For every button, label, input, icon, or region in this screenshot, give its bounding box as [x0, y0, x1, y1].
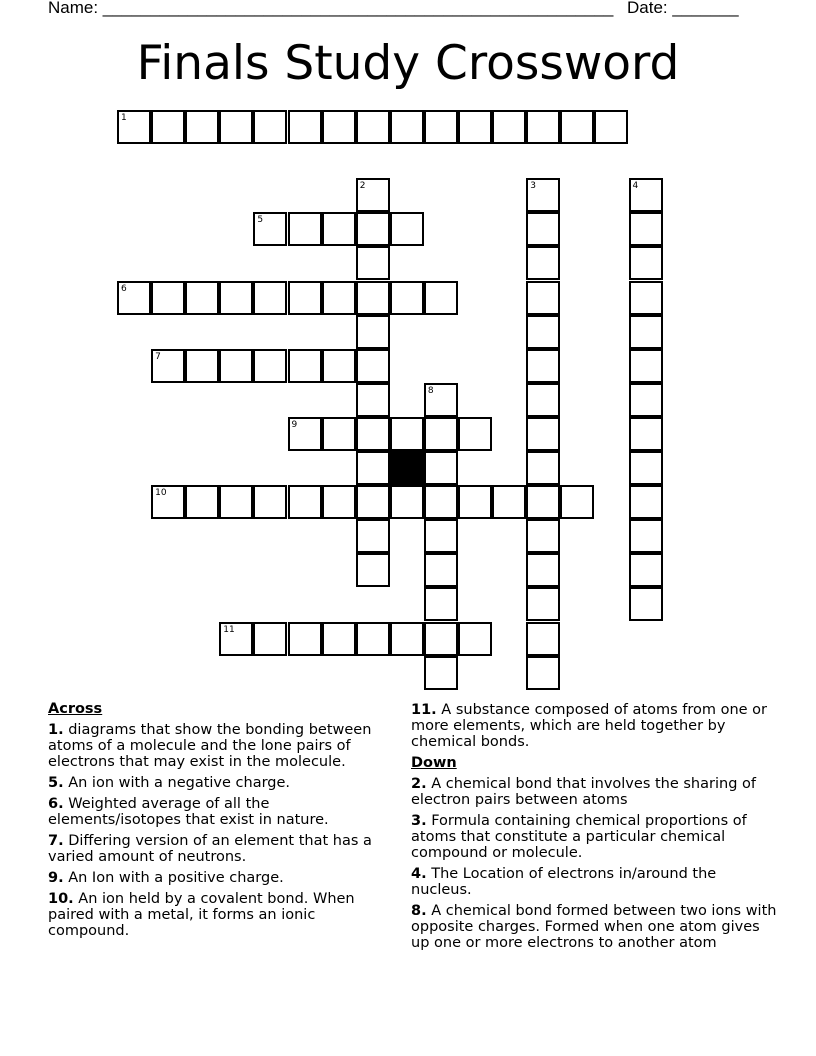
crossword-cell[interactable]: [629, 587, 663, 621]
clue-number: 3.: [411, 813, 427, 829]
crossword-cell[interactable]: [219, 281, 253, 315]
crossword-cell[interactable]: [356, 315, 390, 349]
crossword-cell[interactable]: [151, 281, 185, 315]
crossword-cell[interactable]: [629, 519, 663, 553]
clue-down-4: [411, 866, 781, 898]
crossword-cell[interactable]: [526, 110, 560, 144]
crossword-cell[interactable]: [151, 349, 185, 383]
crossword-cell[interactable]: [629, 417, 663, 451]
crossword-cell[interactable]: [424, 110, 458, 144]
crossword-cell[interactable]: [526, 622, 560, 656]
crossword-cell[interactable]: [390, 212, 424, 246]
crossword-cell[interactable]: [185, 349, 219, 383]
clue-across-10: [48, 891, 393, 939]
crossword-cell[interactable]: [322, 417, 356, 451]
crossword-cell[interactable]: [390, 281, 424, 315]
crossword-cell[interactable]: [253, 622, 287, 656]
crossword-cell[interactable]: [322, 622, 356, 656]
clue-number: 2.: [411, 776, 427, 792]
crossword-cell[interactable]: [424, 553, 458, 587]
crossword-cell[interactable]: [526, 212, 560, 246]
clue-text: The Location of electrons in/around the nucleus.: [411, 866, 717, 898]
clues-right-column: [411, 700, 781, 956]
crossword-cell[interactable]: [458, 622, 492, 656]
crossword-block: [390, 451, 424, 485]
crossword-cell[interactable]: [322, 485, 356, 519]
crossword-cell[interactable]: [356, 383, 390, 417]
page-title: Finals Study Crossword: [136, 36, 680, 91]
clue-text: Weighted average of all the elements/isotopes that exist in nature.: [48, 796, 329, 828]
across-heading: Across: [48, 701, 103, 717]
clue-number: 4.: [411, 866, 427, 882]
crossword-cell[interactable]: [322, 349, 356, 383]
crossword-cell[interactable]: [424, 485, 458, 519]
crossword-cell[interactable]: [526, 281, 560, 315]
clue-number-label: 1: [121, 113, 127, 123]
crossword-cell[interactable]: [356, 110, 390, 144]
crossword-cell[interactable]: [526, 656, 560, 690]
crossword-cell[interactable]: [629, 485, 663, 519]
crossword-cell[interactable]: [151, 485, 185, 519]
crossword-cell[interactable]: [629, 383, 663, 417]
clue-text: A chemical bond formed between two ions with opposite charges. Formed when one atom gives up one or more electrons to another atom: [411, 903, 777, 951]
crossword-cell[interactable]: [629, 315, 663, 349]
clue-number-label: 6: [121, 283, 127, 294]
date-field[interactable]: Date: _______: [627, 0, 739, 17]
crossword-cell[interactable]: [117, 110, 151, 144]
crossword-cell[interactable]: [526, 315, 560, 349]
crossword-cell[interactable]: [492, 485, 526, 519]
crossword-cell[interactable]: [526, 519, 560, 553]
crossword-cell[interactable]: [458, 485, 492, 519]
crossword-cell[interactable]: [629, 349, 663, 383]
clue-number-label: 9: [291, 419, 298, 430]
crossword-cell[interactable]: [356, 246, 390, 280]
clue-text: A substance composed of atoms from one or more elements, which are held together by chemical bonds.: [411, 702, 768, 750]
crossword-cell[interactable]: [322, 110, 356, 144]
down-heading: Down: [411, 755, 457, 771]
clue-number-label: 10: [155, 488, 167, 499]
crossword-cell[interactable]: [629, 281, 663, 315]
crossword-cell[interactable]: [424, 281, 458, 315]
crossword-cell[interactable]: [458, 417, 492, 451]
crossword-cell[interactable]: [560, 110, 594, 144]
crossword-cell[interactable]: [356, 178, 390, 212]
crossword-cell[interactable]: [594, 110, 628, 144]
clue-number: 8.: [411, 903, 427, 919]
clue-text: An ion held by a covalent bond. When paired with a metal, it forms an ionic compound.: [48, 891, 355, 939]
crossword-cell[interactable]: [390, 622, 424, 656]
crossword-cell[interactable]: [424, 587, 458, 621]
crossword-cell[interactable]: [253, 281, 287, 315]
clue-text: Formula containing chemical proportions of atoms that constitute a particular chemical compound or molecule.: [411, 813, 747, 861]
crossword-cell[interactable]: [424, 383, 458, 417]
clue-number: 1.: [48, 722, 64, 738]
crossword-cell[interactable]: [151, 110, 185, 144]
crossword-cell[interactable]: [390, 417, 424, 451]
clue-down-3: [411, 813, 781, 861]
crossword-cell[interactable]: [390, 110, 424, 144]
clue-number: 10.: [48, 891, 74, 907]
crossword-cell[interactable]: [629, 553, 663, 587]
clue-text: Differing version of an element that has a varied amount of neutrons.: [48, 833, 372, 865]
crossword-cell[interactable]: [253, 212, 287, 246]
crossword-cell[interactable]: [356, 349, 390, 383]
clue-text: An Ion with a positive charge.: [68, 870, 284, 886]
crossword-cell[interactable]: [526, 349, 560, 383]
crossword-cell[interactable]: [322, 212, 356, 246]
crossword-cell[interactable]: [356, 553, 390, 587]
crossword-cell[interactable]: [253, 349, 287, 383]
clue-text: An ion with a negative charge.: [68, 775, 291, 791]
crossword-cell[interactable]: [526, 451, 560, 485]
crossword-cell[interactable]: [526, 178, 560, 212]
clue-across-11: [411, 702, 781, 750]
clue-number: 9.: [48, 870, 64, 886]
clue-number-label: 3: [530, 181, 536, 192]
clue-text: diagrams that show the bonding between atoms of a molecule and the lone pairs of electrons that may exist in the molecule.: [48, 722, 372, 770]
crossword-cell[interactable]: [288, 212, 322, 246]
crossword-cell[interactable]: [356, 417, 390, 451]
crossword-cell[interactable]: [526, 417, 560, 451]
crossword-cell[interactable]: [219, 485, 253, 519]
crossword-cell[interactable]: [117, 281, 151, 315]
crossword-cell[interactable]: [288, 417, 322, 451]
crossword-cell[interactable]: [185, 281, 219, 315]
crossword-cell[interactable]: [185, 110, 219, 144]
clue-across-7: [48, 833, 393, 865]
clue-number-label: 4: [632, 181, 639, 192]
clue-down-8: [411, 903, 781, 951]
clue-text: A chemical bond that involves the sharing of electron pairs between atoms: [411, 776, 756, 808]
clue-number: 7.: [48, 833, 64, 849]
crossword-cell[interactable]: [356, 281, 390, 315]
crossword-cell[interactable]: [356, 622, 390, 656]
clue-down-2: [411, 776, 781, 808]
crossword-cell[interactable]: [560, 485, 594, 519]
crossword-cell[interactable]: [390, 485, 424, 519]
crossword-cell[interactable]: [526, 246, 560, 280]
crossword-cell[interactable]: [356, 451, 390, 485]
crossword-cell[interactable]: [288, 281, 322, 315]
clue-number: 6.: [48, 796, 64, 812]
clue-number: 5.: [48, 775, 64, 791]
name-field[interactable]: Name: ______________________________________________________: [48, 0, 614, 17]
crossword-cell[interactable]: [458, 110, 492, 144]
crossword-cell[interactable]: [288, 485, 322, 519]
crossword-cell[interactable]: [219, 622, 253, 656]
crossword-cell[interactable]: [356, 519, 390, 553]
crossword-cell[interactable]: [356, 485, 390, 519]
clue-number: 11.: [411, 702, 437, 718]
crossword-cell[interactable]: [253, 110, 287, 144]
crossword-cell[interactable]: [424, 519, 458, 553]
crossword-cell[interactable]: [253, 485, 287, 519]
clue-across-5: [48, 775, 393, 791]
crossword-cell[interactable]: [288, 110, 322, 144]
clue-across-6: [48, 796, 393, 828]
crossword-cell[interactable]: [288, 349, 322, 383]
crossword-cell[interactable]: [219, 110, 253, 144]
crossword-cell[interactable]: [526, 383, 560, 417]
crossword-cell[interactable]: [219, 349, 253, 383]
clue-number-label: 8: [427, 385, 434, 396]
clue-number-label: 11: [223, 624, 235, 635]
crossword-cell[interactable]: [288, 622, 322, 656]
crossword-cell[interactable]: [424, 656, 458, 690]
crossword-cell[interactable]: [629, 451, 663, 485]
crossword-cell[interactable]: [629, 246, 663, 280]
crossword-cell[interactable]: [629, 178, 663, 212]
clue-number-label: 2: [359, 181, 366, 192]
crossword-cell[interactable]: [356, 212, 390, 246]
clue-across-9: [48, 870, 393, 886]
clue-across-1: [48, 722, 393, 770]
crossword-cell[interactable]: [424, 451, 458, 485]
crossword-cell[interactable]: [526, 587, 560, 621]
crossword-cell[interactable]: [526, 485, 560, 519]
crossword-cell[interactable]: [185, 485, 219, 519]
crossword-cell[interactable]: [424, 417, 458, 451]
crossword-cell[interactable]: [629, 212, 663, 246]
clue-number-label: 5: [257, 215, 264, 226]
crossword-cell[interactable]: [526, 553, 560, 587]
clue-number-label: 7: [155, 351, 161, 362]
crossword-cell[interactable]: [424, 622, 458, 656]
clues-left-column: [48, 700, 393, 944]
crossword-cell[interactable]: [492, 110, 526, 144]
crossword-cell[interactable]: [322, 281, 356, 315]
